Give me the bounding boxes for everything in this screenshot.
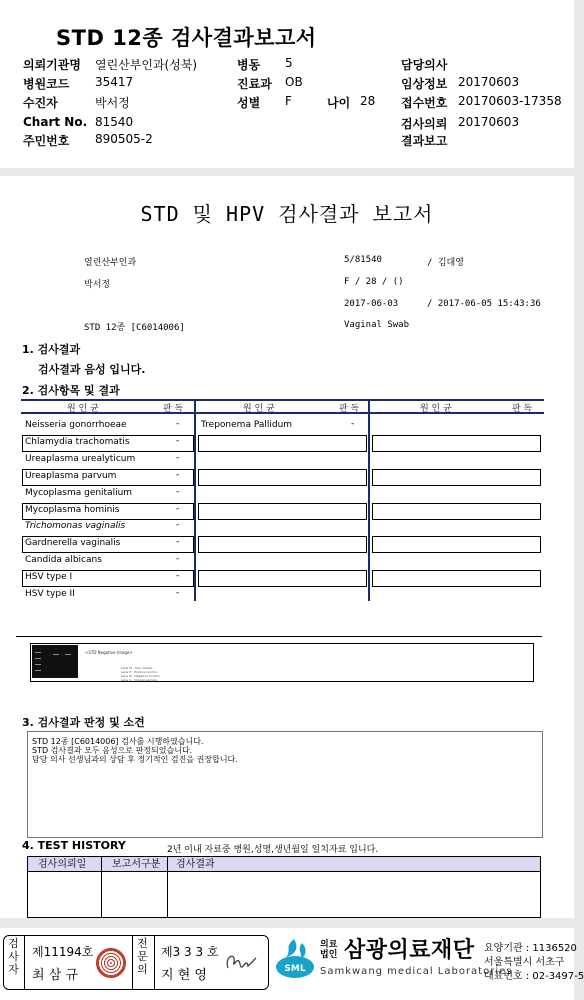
specialist-license-no: 제3 3 3 호 bbox=[161, 945, 219, 959]
gel-band bbox=[65, 654, 71, 655]
org-name: 삼광의료재단 bbox=[344, 938, 475, 963]
pathogen-name: Neisseria gonorrhoeae bbox=[25, 420, 127, 430]
label-sex: 성별 bbox=[237, 96, 261, 110]
org-prefix-line: 법인 bbox=[320, 950, 338, 960]
pathogen-name: Candida albicans bbox=[25, 555, 102, 566]
value-clinical-info: 20170603 bbox=[458, 75, 520, 89]
org-prefix bbox=[320, 940, 337, 960]
col3-pathogen-header: 원 인 균 bbox=[420, 404, 452, 414]
pathogen-result: - bbox=[176, 435, 180, 446]
history-note: 2년 이내 자료중 병원,성명,생년월일 일치자료 입니다. bbox=[167, 845, 379, 855]
empty-result-box bbox=[372, 435, 541, 452]
value-institution: 열린산부인과(성북) bbox=[95, 58, 198, 72]
pathogen-result: - bbox=[176, 469, 180, 480]
value-ward: 5 bbox=[285, 56, 293, 70]
pathogen-name: Ureaplasma parvum bbox=[25, 470, 117, 481]
section1-result: 검사결과 음성 입니다. bbox=[38, 363, 146, 376]
pathogen-result: - bbox=[176, 520, 180, 531]
empty-result-box bbox=[198, 503, 367, 520]
section4-heading: 4. TEST HISTORY bbox=[22, 839, 126, 852]
examiner-license-no: 제11194호 bbox=[32, 945, 94, 959]
gel-image bbox=[30, 643, 534, 682]
pathogen-result: - bbox=[176, 452, 180, 463]
gel-band bbox=[35, 658, 41, 659]
examiner-label bbox=[7, 937, 20, 976]
label-ward: 병동 bbox=[237, 58, 261, 72]
label-receipt-no: 접수번호 bbox=[401, 96, 448, 110]
pathogen-name: Gardnerella vaginalis bbox=[25, 538, 121, 549]
report-ward-chart: 5/81540 bbox=[344, 255, 382, 265]
signature-icon bbox=[222, 948, 260, 978]
value-request-date: 20170603 bbox=[458, 115, 520, 129]
pathogen-name: Mycoplasma genitalium bbox=[25, 487, 133, 498]
value-sex: F bbox=[285, 94, 292, 108]
signature-sep bbox=[24, 936, 25, 989]
empty-result-box bbox=[372, 570, 541, 587]
signature-box bbox=[3, 935, 269, 990]
empty-result-box bbox=[372, 503, 541, 520]
signature-sep bbox=[154, 936, 155, 989]
sml-logo-icon bbox=[274, 937, 316, 979]
specialist-label-text: 전문의 bbox=[137, 937, 148, 976]
org-info-code: 요양기관 : 1136520 bbox=[484, 943, 577, 954]
pathogen-result: - bbox=[176, 588, 180, 598]
label-hospital-code: 병원코드 bbox=[23, 77, 70, 91]
report-doctor: / 김대영 bbox=[427, 258, 464, 268]
pathogen-result: - bbox=[176, 571, 180, 582]
value-department: OB bbox=[285, 75, 303, 89]
main-report-title: STD 및 HPV 검사결과 보고서 bbox=[140, 202, 434, 226]
gel-legend-item: Lane M : Size marker bbox=[121, 666, 153, 670]
pathogen-name: Treponema Pallidum bbox=[201, 420, 293, 430]
gel-band bbox=[35, 664, 41, 665]
opinion-box bbox=[27, 731, 543, 838]
col2-pathogen-header: 원 인 균 bbox=[243, 404, 275, 414]
report-sex-age: F / 28 / () bbox=[344, 277, 404, 287]
pathogen-name: Chlamydia trachomatis bbox=[25, 436, 130, 447]
org-info-phone: 대표번호 : 02-3497-5 bbox=[484, 971, 584, 982]
pathogen-name: Mycoplasma hominis bbox=[25, 504, 120, 515]
empty-result-box bbox=[198, 435, 367, 452]
report-test-code: STD 12종 [C6014006] bbox=[84, 323, 185, 333]
label-chart-no: Chart No. bbox=[23, 115, 88, 129]
report-title: STD 12종 검사결과보고서 bbox=[56, 26, 317, 50]
signature-sep bbox=[132, 936, 133, 989]
gel-band bbox=[35, 670, 41, 671]
opinion-line: STD 12종 [C6014006] 검사를 시행하였습니다. bbox=[32, 737, 204, 746]
value-resident-no: 890505-2 bbox=[95, 132, 153, 146]
section2-heading: 2. 검사항목 및 결과 bbox=[22, 384, 120, 397]
pathogen-name: HSV type II bbox=[25, 589, 75, 599]
pathogen-result: - bbox=[176, 537, 180, 548]
history-col-sep bbox=[101, 857, 102, 917]
history-col-report-type: 보고서구분 bbox=[112, 859, 161, 870]
gel-legend-item: Lane P : Positive Control bbox=[121, 670, 158, 674]
gel-band bbox=[53, 654, 59, 655]
empty-result-box bbox=[198, 570, 367, 587]
col3-judge-header: 판 독 bbox=[512, 404, 533, 414]
gel-electrophoresis-image bbox=[32, 645, 78, 678]
grid-col-divider-1 bbox=[194, 399, 196, 601]
label-clinical-info: 임상정보 bbox=[401, 77, 448, 91]
logo-text: SML bbox=[284, 964, 306, 974]
pathogen-name: Trichomonas vaginalis bbox=[25, 521, 126, 532]
label-doctor: 담당의사 bbox=[401, 58, 448, 72]
gel-band bbox=[35, 652, 41, 653]
history-table bbox=[27, 856, 541, 918]
empty-result-box bbox=[372, 536, 541, 553]
report-request-date: 2017-06-03 bbox=[344, 299, 399, 309]
gel-legend bbox=[121, 666, 160, 682]
history-col-request-date: 검사의뢰일 bbox=[38, 859, 87, 870]
grid-header-line bbox=[21, 412, 544, 414]
gel-legend-item: Lane S : Clinical sample bbox=[121, 678, 157, 682]
pathogen-result: - bbox=[176, 419, 180, 429]
col2-judge-header: 판 독 bbox=[339, 404, 360, 414]
specialist-label bbox=[136, 937, 149, 976]
section1-heading: 1. 검사결과 bbox=[22, 343, 81, 356]
value-patient: 박서정 bbox=[95, 96, 130, 110]
pathogen-result: - bbox=[176, 503, 180, 514]
report-patient: 박서정 bbox=[84, 280, 111, 290]
pathogen-name: HSV type I bbox=[25, 572, 73, 583]
pathogen-result: - bbox=[176, 486, 180, 497]
label-patient: 수진자 bbox=[23, 96, 58, 110]
opinion-line: 담당 의사 선생님과의 상담 후 정기적인 검진을 권장합니다. bbox=[32, 755, 238, 764]
label-request-date: 검사의뢰 bbox=[401, 117, 448, 131]
specialist-name: 지 현 영 bbox=[161, 968, 207, 983]
grid-top-line bbox=[21, 399, 544, 401]
grid-col-divider-2 bbox=[368, 399, 370, 601]
report-report-date: / 2017-06-05 15:43:36 bbox=[427, 299, 541, 309]
report-hospital: 열린산부인과 bbox=[84, 258, 137, 268]
label-result-report: 결과보고 bbox=[401, 134, 448, 148]
pathogen-result: - bbox=[351, 419, 355, 429]
empty-result-box bbox=[198, 536, 367, 553]
opinion-line: STD 검사결과 모두 음성으로 판정되었습니다. bbox=[32, 746, 193, 755]
label-age: 나이 bbox=[327, 96, 351, 110]
value-receipt-no: 20170603-17358 bbox=[458, 94, 562, 108]
col1-pathogen-header: 원 인 균 bbox=[67, 404, 99, 414]
empty-result-box bbox=[372, 469, 541, 486]
examiner-label-text: 검사자 bbox=[8, 937, 19, 976]
empty-result-box bbox=[198, 469, 367, 486]
col1-judge-header: 판 독 bbox=[163, 404, 184, 414]
value-chart-no: 81540 bbox=[95, 115, 134, 129]
value-hospital-code: 35417 bbox=[95, 75, 134, 89]
examiner-name: 최 삼 규 bbox=[32, 968, 78, 983]
label-resident-no: 주민번호 bbox=[23, 134, 70, 148]
value-age: 28 bbox=[360, 94, 376, 108]
label-institution: 의뢰기관명 bbox=[23, 58, 81, 72]
org-prefix-line: 의료 bbox=[320, 940, 338, 950]
pathogen-name: Ureaplasma urealyticum bbox=[25, 453, 136, 464]
label-department: 진료과 bbox=[237, 77, 272, 91]
org-info-address: 서울특별시 서초구 bbox=[484, 957, 565, 968]
examiner-seal-icon bbox=[96, 948, 126, 978]
report-specimen: Vaginal Swab bbox=[344, 320, 410, 330]
org-english-name: Samkwang medical Laboratories bbox=[320, 966, 513, 977]
section-divider bbox=[16, 636, 542, 637]
gel-legend-item: Lane N : Negative Control bbox=[121, 674, 160, 678]
history-col-sep bbox=[167, 857, 168, 917]
history-col-result: 검사결과 bbox=[176, 859, 215, 870]
section3-heading: 3. 검사결과 판정 및 소견 bbox=[22, 716, 145, 729]
pathogen-result: - bbox=[176, 554, 180, 565]
gel-caption: <STD Negative Image> bbox=[85, 650, 133, 655]
